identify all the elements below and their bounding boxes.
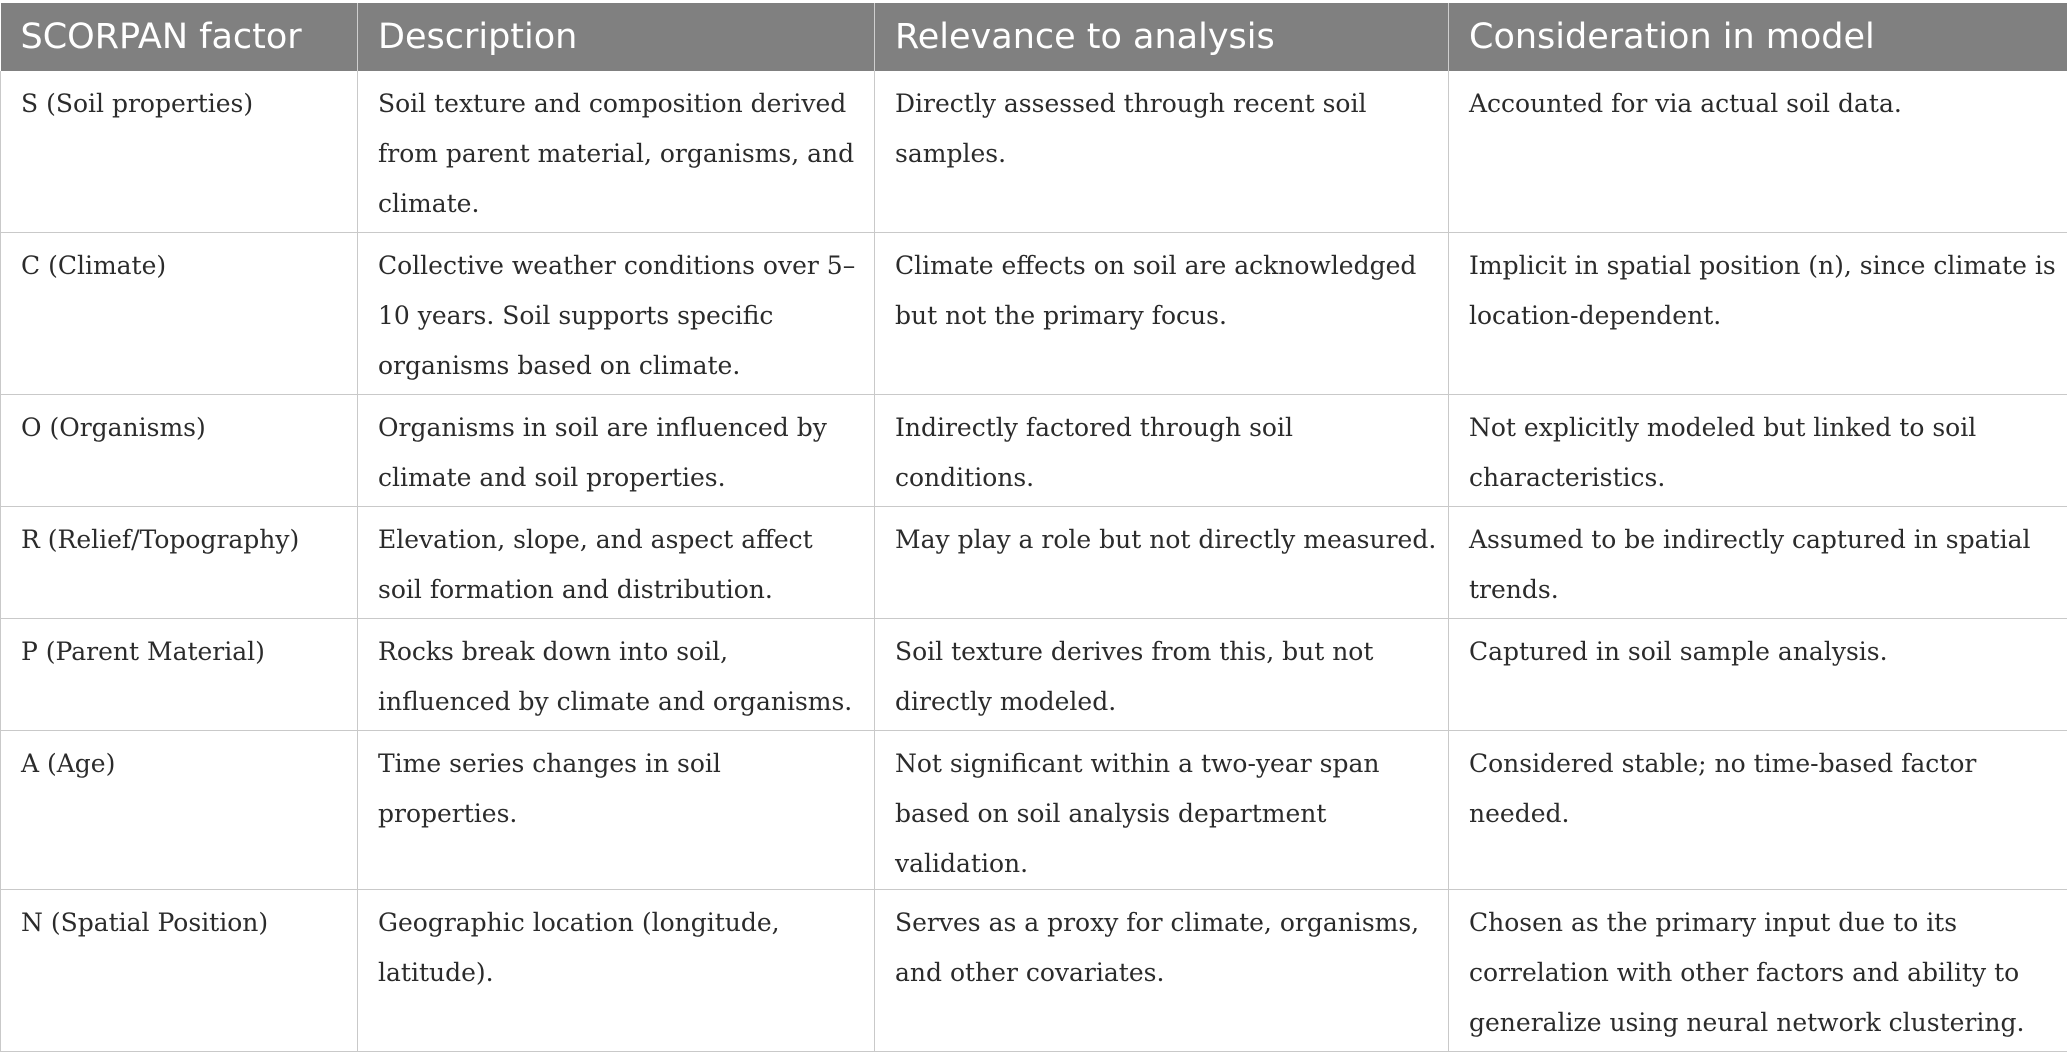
table-header [1,3,2067,71]
header-relevance-to-analysis: Relevance to analysis [875,3,1449,71]
cell-consideration: Captured in soil sample analysis. [1449,618,2067,730]
cell-relevance: Indirectly factored through soil conditions. [875,394,1449,506]
cell-factor: R (Relief/Topography) [1,506,358,618]
header-description: Description [358,3,875,71]
cell-factor: S (Soil properties) [1,71,358,232]
table-row [1,889,2067,1051]
cell-consideration: Accounted for via actual soil data. [1449,71,2067,232]
header-row [1,3,2067,71]
table-row [1,618,2067,730]
scorpan-factor-table [0,3,2067,1052]
cell-consideration: Considered stable; no time-based factor needed. [1449,730,2067,889]
scorpan-table-container [0,3,2067,1052]
table-row [1,506,2067,618]
cell-consideration: Assumed to be indirectly captured in spatial trends. [1449,506,2067,618]
cell-relevance: Soil texture derives from this, but not directly modeled. [875,618,1449,730]
table-row [1,730,2067,889]
header-scorpan-factor: SCORPAN factor [1,3,358,71]
cell-relevance: Serves as a proxy for climate, organisms, and other covariates. [875,889,1449,1051]
cell-description: Time series changes in soil properties. [358,730,875,889]
cell-relevance: Climate effects on soil are acknowledged but not the primary focus. [875,232,1449,394]
cell-description: Geographic location (longitude, latitude). [358,889,875,1051]
cell-factor: A (Age) [1,730,358,889]
cell-relevance: Directly assessed through recent soil samples. [875,71,1449,232]
cell-description: Rocks break down into soil, influenced by climate and organisms. [358,618,875,730]
cell-description: Organisms in soil are influenced by climate and soil properties. [358,394,875,506]
header-consideration-in-model: Consideration in model [1449,3,2067,71]
table-row [1,394,2067,506]
cell-consideration: Implicit in spatial position (n), since climate is location-dependent. [1449,232,2067,394]
cell-factor: O (Organisms) [1,394,358,506]
cell-consideration: Chosen as the primary input due to its correlation with other factors and ability to generalize using neural network clustering. [1449,889,2067,1051]
cell-relevance: May play a role but not directly measured. [875,506,1449,618]
cell-factor: N (Spatial Position) [1,889,358,1051]
table-row [1,71,2067,232]
cell-description: Soil texture and composition derived from parent material, organisms, and climate. [358,71,875,232]
cell-relevance: Not significant within a two-year span based on soil analysis department validation. [875,730,1449,889]
cell-factor: C (Climate) [1,232,358,394]
table-body [1,71,2067,1051]
cell-description: Collective weather conditions over 5–10 years. Soil supports specific organisms based on climate. [358,232,875,394]
cell-consideration: Not explicitly modeled but linked to soil characteristics. [1449,394,2067,506]
table-row [1,232,2067,394]
cell-factor: P (Parent Material) [1,618,358,730]
cell-description: Elevation, slope, and aspect affect soil formation and distribution. [358,506,875,618]
